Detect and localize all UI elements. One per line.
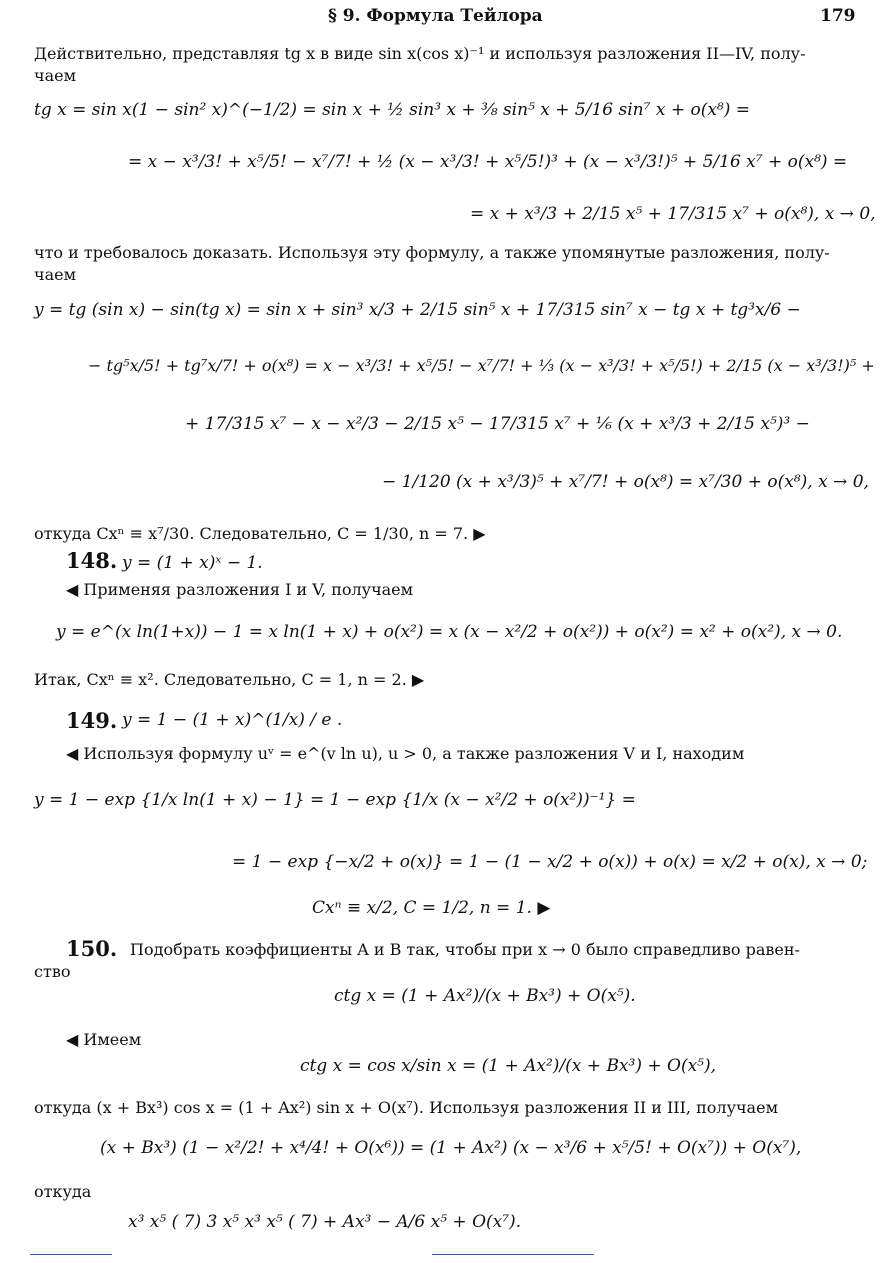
equation: y = e^(x ln(1+x)) − 1 = x ln(1 + x) + o(x²) = x (x − x²/2 + o(x²)) + o(x²) = x² + o(x²), x → 0. — [56, 622, 843, 642]
equation: x³ x⁵ ( 7) 3 x⁵ x³ x⁵ ( 7) + Ax³ − A/6 x⁵ + O(x⁷). — [128, 1212, 522, 1232]
footer-link-underline[interactable] — [30, 1254, 112, 1255]
paragraph-line: что и требовалось доказать. Используя эту формулу, а также упомянутые разложения, полу- — [34, 243, 830, 262]
paragraph-line: Итак, Cxⁿ ≡ x². Следовательно, C = 1, n = 2. ▶ — [34, 670, 425, 689]
equation: = x + x³/3 + 2/15 x⁵ + 17/315 x⁷ + o(x⁸), x → 0, — [470, 204, 876, 224]
footer-link-underline[interactable] — [432, 1254, 594, 1255]
equation: − tg⁵x/5! + tg⁷x/7! + o(x⁸) = x − x³/3! + x⁵/5! − x⁷/7! + ⅓ (x − x³/3! + x⁵/5!) + 2/15 (x − x³/3!)⁵ + — [88, 356, 875, 375]
paragraph-line: ◀ Применяя разложения I и V, получаем — [66, 580, 414, 599]
equation: ctg x = cos x/sin x = (1 + Ax²)/(x + Bx³) + O(x⁵), — [300, 1056, 717, 1076]
equation: y = 1 − exp {1/x ln(1 + x) − 1} = 1 − exp {1/x (x − x²/2 + o(x²))⁻¹} = — [34, 790, 636, 810]
paragraph-line: откуда Cxⁿ ≡ x⁷/30. Следовательно, C = 1/30, n = 7. ▶ — [34, 524, 486, 543]
equation: + 17/315 x⁷ − x − x²/3 − 2/15 x⁵ − 17/315 x⁷ + ⅙ (x + x³/3 + 2/15 x⁵)³ − — [185, 414, 810, 434]
equation: Cxⁿ ≡ x/2, C = 1/2, n = 1. ▶ — [312, 898, 551, 918]
equation: = 1 − exp {−x/2 + o(x)} = 1 − (1 − x/2 + o(x)) + o(x) = x/2 + o(x), x → 0; — [232, 852, 868, 872]
equation: tg x = sin x(1 − sin² x)^(−1/2) = sin x + ½ sin³ x + ⅜ sin⁵ x + 5/16 sin⁷ x + o(x⁸) = — [34, 100, 751, 120]
problem-number: 150. — [66, 936, 118, 961]
problem-statement: y = (1 + x)ˣ − 1. — [122, 553, 263, 573]
page-number: 179 — [820, 6, 856, 26]
equation: = x − x³/3! + x⁵/5! − x⁷/7! + ½ (x − x³/3! + x⁵/5!)³ + (x − x³/3!)⁵ + 5/16 x⁷ + o(x⁸) = — [128, 152, 848, 172]
problem-statement: y = 1 − (1 + x)^(1/x) / e . — [122, 710, 343, 730]
paragraph-line: Действительно, представляя tg x в виде sin x(cos x)⁻¹ и используя разложения II—IV, полу- — [34, 44, 806, 63]
paragraph-line: ◀ Имеем — [66, 1030, 142, 1049]
section-title: § 9. Формула Тейлора — [328, 6, 543, 26]
paragraph-line: ство — [34, 962, 71, 981]
equation: ctg x = (1 + Ax²)/(x + Bx³) + O(x⁵). — [334, 986, 636, 1006]
problem-number: 148. — [66, 548, 118, 573]
paragraph-line: откуда — [34, 1182, 92, 1201]
equation: (x + Bx³) (1 − x²/2! + x⁴/4! + O(x⁶)) = (1 + Ax²) (x − x³/6 + x⁵/5! + O(x⁷)) + O(x⁷), — [100, 1138, 802, 1158]
paragraph-line: чаем — [34, 66, 77, 85]
problem-number: 149. — [66, 708, 118, 733]
equation: − 1/120 (x + x³/3)⁵ + x⁷/7! + o(x⁸) = x⁷/30 + o(x⁸), x → 0, — [382, 472, 869, 492]
paragraph-line: чаем — [34, 265, 77, 284]
equation: y = tg (sin x) − sin(tg x) = sin x + sin³ x/3 + 2/15 sin⁵ x + 17/315 sin⁷ x − tg x + tg³x/6 − — [34, 300, 801, 320]
problem-statement: Подобрать коэффициенты A и B так, чтобы при x → 0 было справедливо равен- — [130, 940, 800, 959]
paragraph-line: откуда (x + Bx³) cos x = (1 + Ax²) sin x + O(x⁷). Используя разложения II и III, получаем — [34, 1098, 779, 1117]
paragraph-line: ◀ Используя формулу uᵛ = e^(v ln u), u > 0, а также разложения V и I, находим — [66, 744, 745, 763]
